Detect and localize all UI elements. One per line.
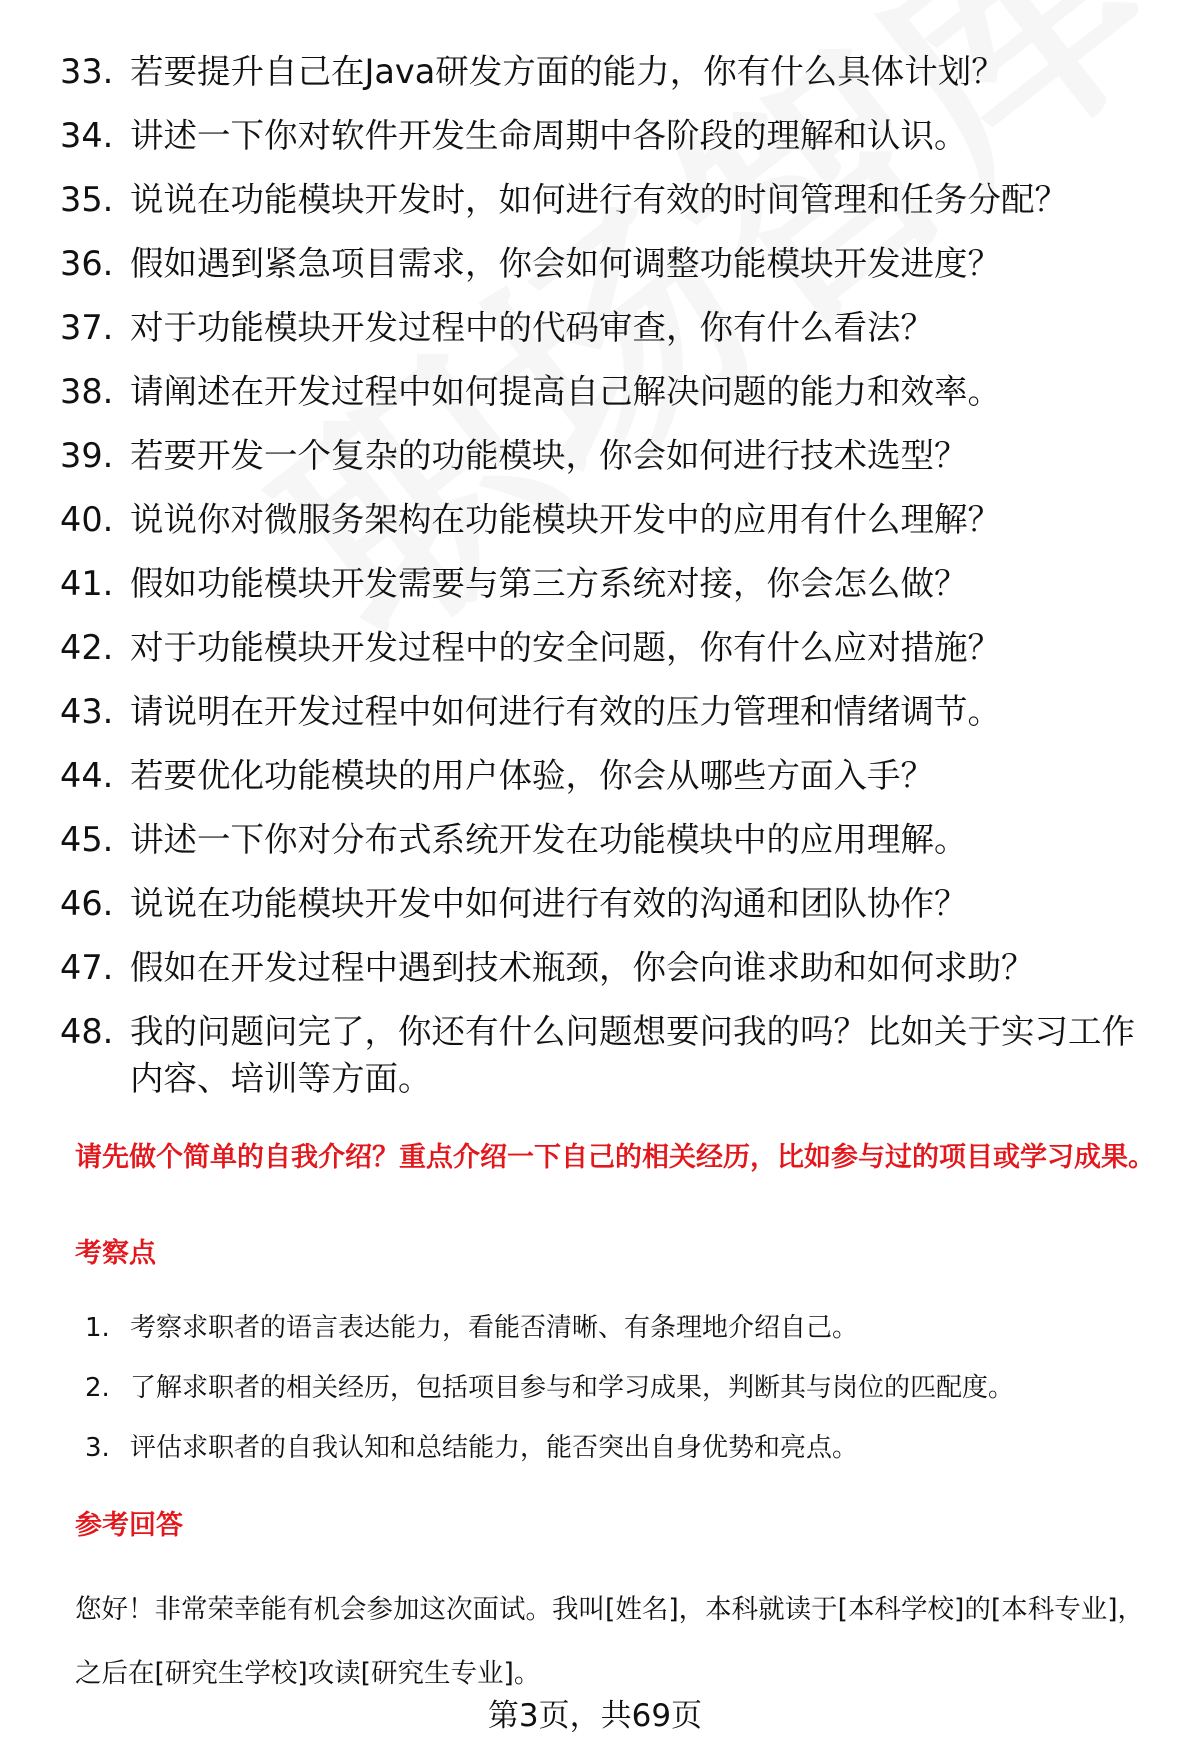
item-text: 若要提升自己在Java研发方面的能力，你有什么具体计划？ <box>130 52 1005 91</box>
item-text: 讲述一下你对软件开发生命周期中各阶段的理解和认识。 <box>130 116 968 155</box>
item-number: 34. <box>60 116 114 155</box>
item-text: 考察求职者的语言表达能力，看能否清晰、有条理地介绍自己。 <box>130 1313 859 1343</box>
list-item <box>60 560 1160 607</box>
list-item <box>85 1430 1165 1466</box>
question-heading: 请先做个简单的自我介绍？重点介绍一下自己的相关经历，比如参与过的项目或学习成果。 <box>75 1142 1155 1173</box>
item-text: 评估求职者的自我认知和总结能力，能否突出自身优势和亮点。 <box>130 1433 859 1463</box>
item-number: 2. <box>85 1373 110 1403</box>
item-number: 1. <box>85 1313 110 1343</box>
list-item <box>85 1310 1165 1346</box>
item-number: 44. <box>60 756 114 795</box>
item-text: 说说在功能模块开发时，如何进行有效的时间管理和任务分配？ <box>130 180 1068 219</box>
list-item <box>60 688 1160 735</box>
item-text: 讲述一下你对分布式系统开发在功能模块中的应用理解。 <box>130 820 968 859</box>
list-item <box>60 112 1160 159</box>
item-number: 38. <box>60 372 114 411</box>
item-text: 我的问题问完了，你还有什么问题想要问我的吗？比如关于实习工作内容、培训等方面。 <box>130 1012 1135 1098</box>
item-number: 43. <box>60 692 114 731</box>
list-item <box>60 48 1160 95</box>
item-text: 说说在功能模块开发中如何进行有效的沟通和团队协作？ <box>130 884 968 923</box>
item-number: 36. <box>60 244 114 283</box>
item-number: 37. <box>60 308 114 347</box>
question-list <box>60 48 1160 1119</box>
reference-title: 参考回答 <box>75 1510 183 1541</box>
item-text: 对于功能模块开发过程中的安全问题，你有什么应对措施？ <box>130 628 1001 667</box>
item-number: 47. <box>60 948 114 987</box>
list-item <box>60 1008 1160 1102</box>
item-number: 45. <box>60 820 114 859</box>
list-item <box>60 944 1160 991</box>
list-item <box>60 880 1160 927</box>
item-text: 若要开发一个复杂的功能模块，你会如何进行技术选型？ <box>130 436 968 475</box>
item-text: 请阐述在开发过程中如何提高自己解决问题的能力和效率。 <box>130 372 1001 411</box>
item-text: 对于功能模块开发过程中的代码审查，你有什么看法？ <box>130 308 934 347</box>
list-item <box>60 496 1160 543</box>
item-text: 若要优化功能模块的用户体验，你会从哪些方面入手？ <box>130 756 934 795</box>
list-item <box>60 368 1160 415</box>
page-number: 第3页，共69页 <box>487 1698 703 1734</box>
assessment-title: 考察点 <box>75 1238 156 1269</box>
item-number: 42. <box>60 628 114 667</box>
item-number: 46. <box>60 884 114 923</box>
list-item <box>60 304 1160 351</box>
list-item <box>60 752 1160 799</box>
list-item <box>60 432 1160 479</box>
item-text: 假如遇到紧急项目需求，你会如何调整功能模块开发进度？ <box>130 244 1001 283</box>
item-text: 假如在开发过程中遇到技术瓶颈，你会向谁求助和如何求助？ <box>130 948 1035 987</box>
item-text: 请说明在开发过程中如何进行有效的压力管理和情绪调节。 <box>130 692 1001 731</box>
reference-answer: 您好！非常荣幸能有机会参加这次面试。我叫[姓名]，本科就读于[本科学校]的[本科专业]，之后在[研究生学校]攻读[研究生专业]。 <box>75 1594 1145 1689</box>
item-number: 40. <box>60 500 114 539</box>
item-number: 3. <box>85 1433 110 1463</box>
list-item <box>60 176 1160 223</box>
item-number: 33. <box>60 52 114 91</box>
item-number: 41. <box>60 564 114 603</box>
item-text: 说说你对微服务架构在功能模块开发中的应用有什么理解？ <box>130 500 1001 539</box>
list-item <box>60 816 1160 863</box>
item-number: 35. <box>60 180 114 219</box>
item-number: 48. <box>60 1012 114 1051</box>
item-number: 39. <box>60 436 114 475</box>
list-item <box>60 624 1160 671</box>
list-item <box>60 240 1160 287</box>
list-item <box>85 1370 1165 1406</box>
item-text: 假如功能模块开发需要与第三方系统对接，你会怎么做？ <box>130 564 968 603</box>
item-text: 了解求职者的相关经历，包括项目参与和学习成果，判断其与岗位的匹配度。 <box>130 1373 1015 1403</box>
assessment-list <box>85 1310 1165 1490</box>
